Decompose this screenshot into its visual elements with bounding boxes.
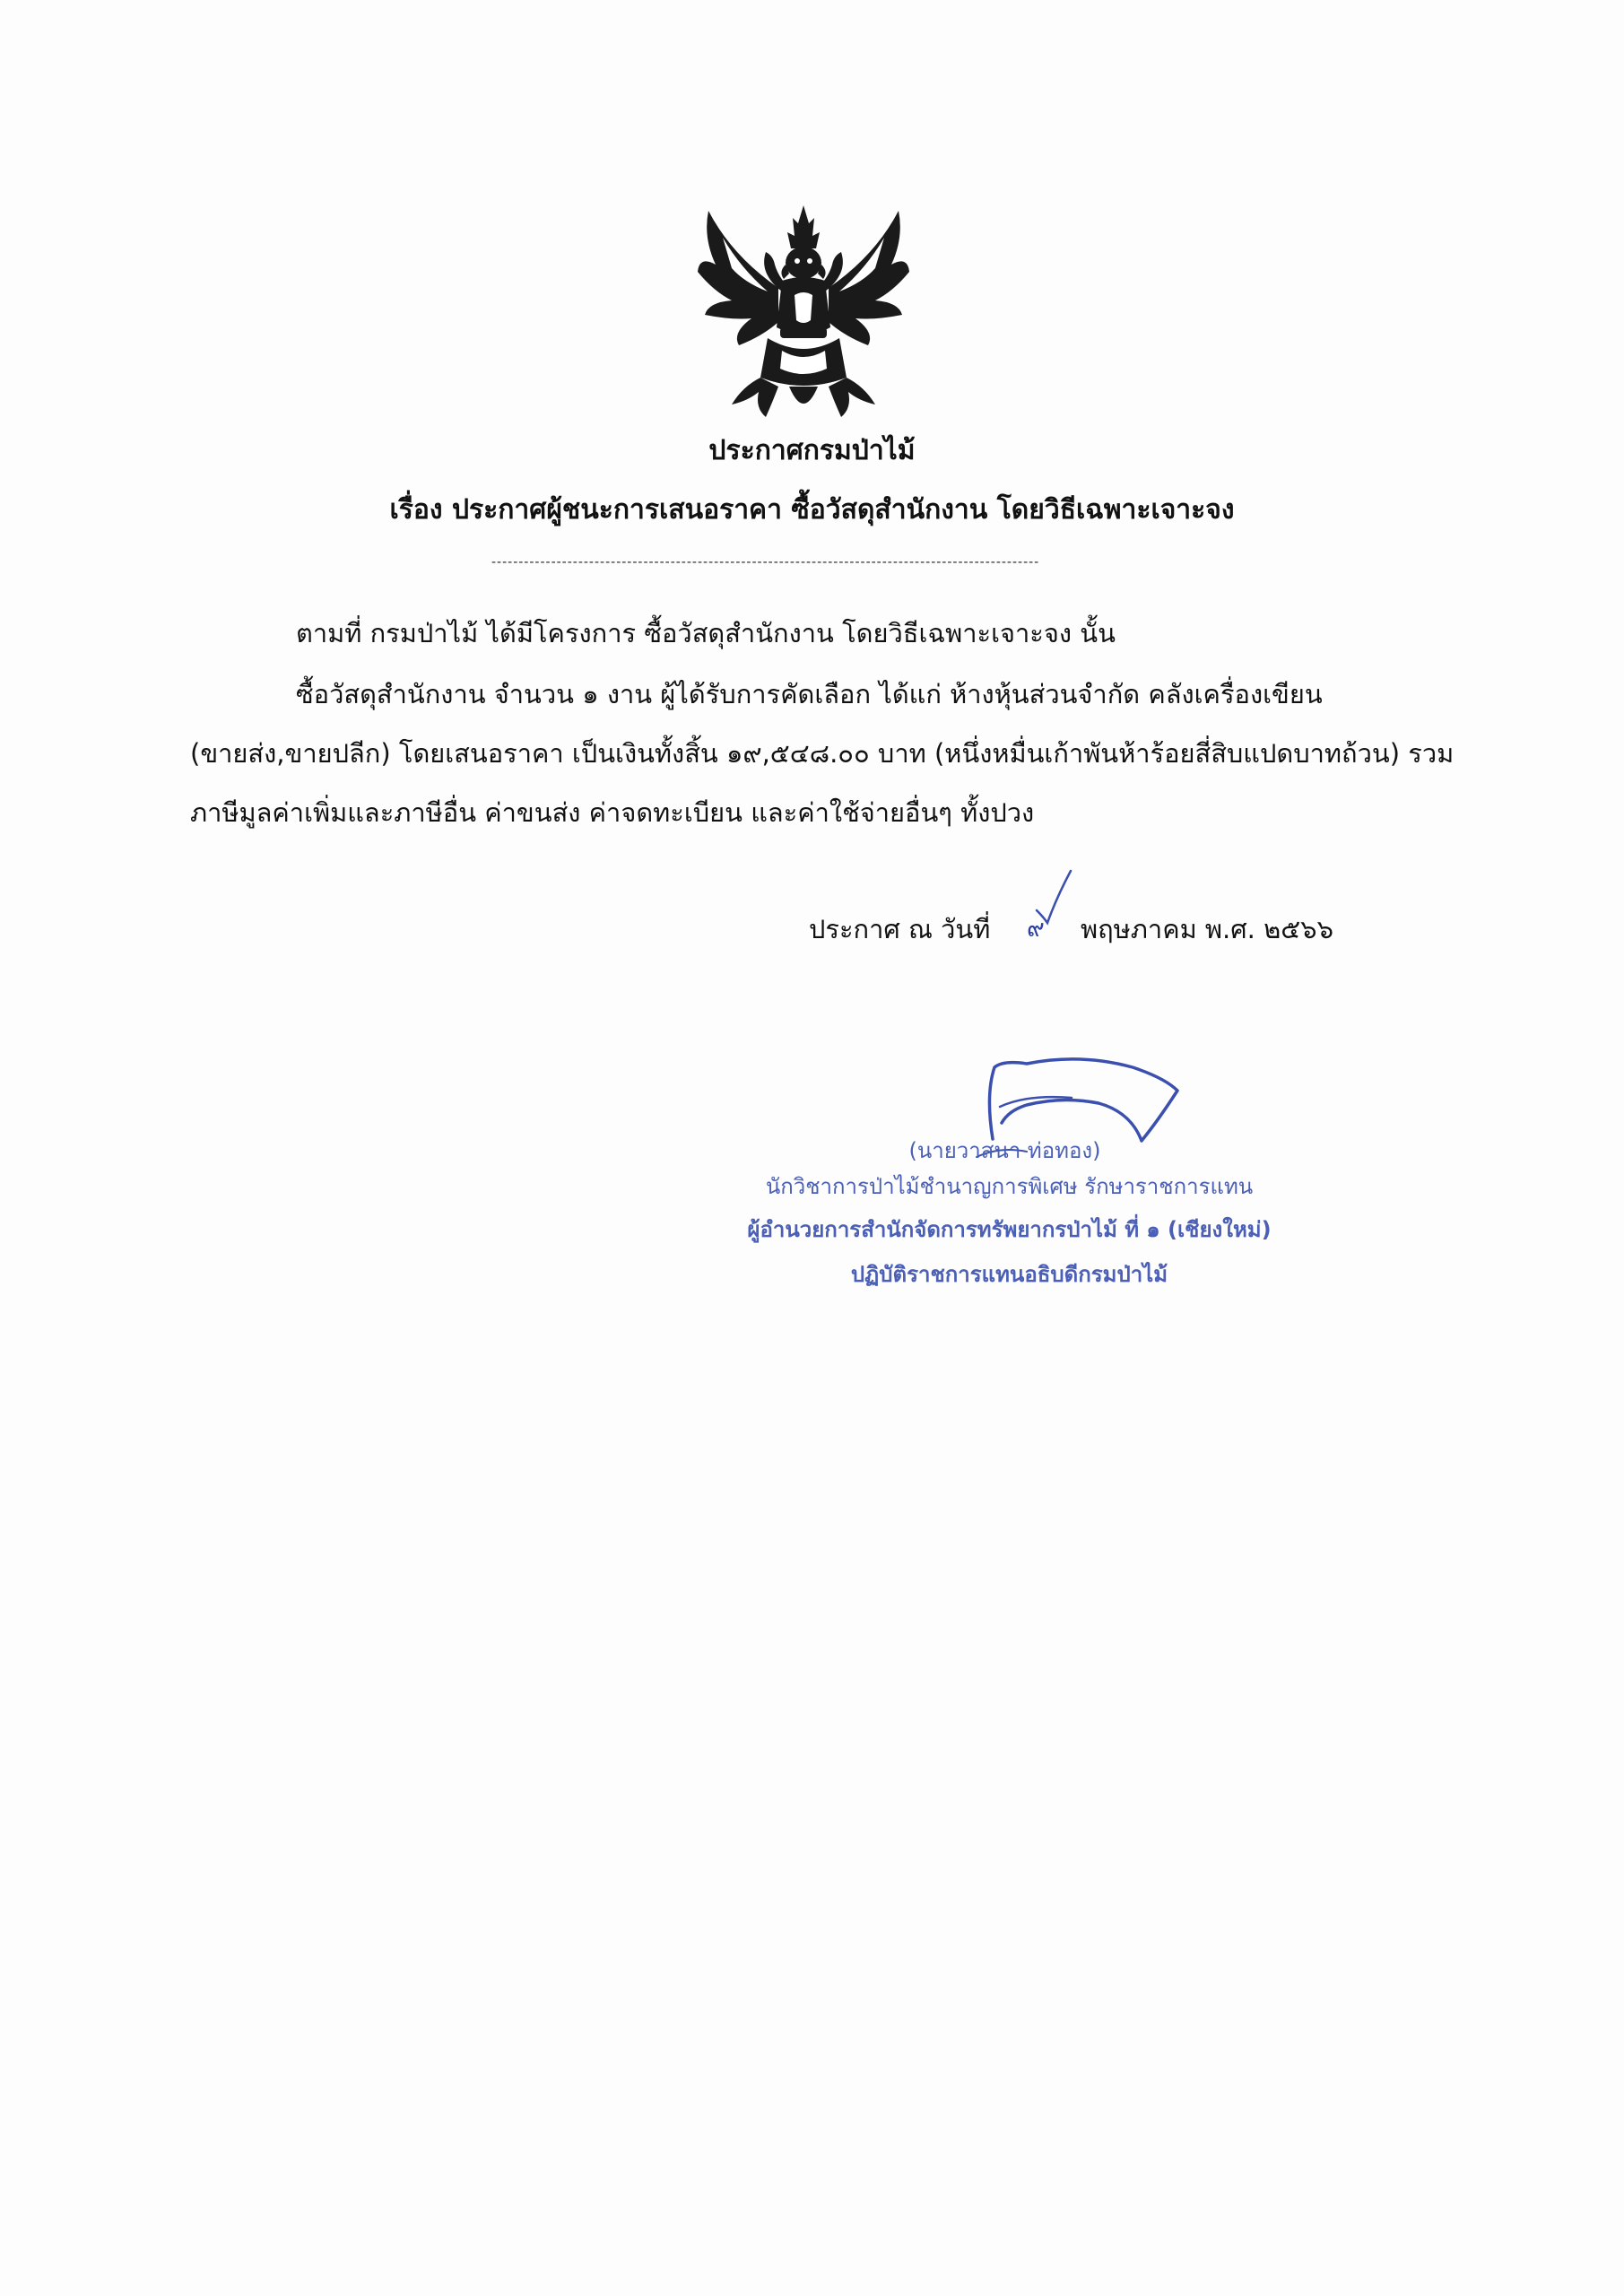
document-title: ประกาศกรมป่าไม้ <box>708 435 916 466</box>
document-subject: เรื่อง ประกาศผู้ชนะการเสนอราคา ซื้อวัสดุสำนักงาน โดยวิธีเฉพาะเจาะจง <box>389 494 1235 526</box>
date-prefix: ประกาศ ณ วันที่ <box>809 914 991 944</box>
date-day-handwritten: ๙ <box>1027 915 1045 943</box>
date-month-year: พฤษภาคม พ.ศ. ๒๕๖๖ <box>1081 914 1333 944</box>
garuda-emblem-icon <box>696 202 911 422</box>
signatory-name: (นายวาสนา ท่อทอง) <box>908 1138 1101 1163</box>
signatory-position-2: ผู้อำนวยการสำนักจัดการทรัพยากรป่าไม้ ที่ ๑ (เชียงใหม่) <box>747 1217 1272 1242</box>
body-paragraph-1: ตามที่ กรมป่าไม้ ได้มีโครงการ ซื้อวัสดุสำนักงาน โดยวิธีเฉพาะเจาะจง นั้น <box>296 618 1116 648</box>
body-paragraph-4: ภาษีมูลค่าเพิ่มและภาษีอื่น ค่าขนส่ง ค่าจดทะเบียน และค่าใช้จ่ายอื่นๆ ทั้งปวง <box>190 797 1035 828</box>
signatory-position-3: ปฏิบัติราชการแทนอธิบดีกรมป่าไม้ <box>850 1262 1168 1287</box>
body-paragraph-3: (ขายส่ง,ขายปลีก) โดยเสนอราคา เป็นเงินทั้งสิ้น ๑๙,๕๔๘.๐๐ บาท (หนึ่งหมื่นเก้าพันห้าร้อยสี่สิบแปดบาทถ้วน) รวม <box>190 738 1455 769</box>
signatory-position-1: นักวิชาการป่าไม้ชำนาญการพิเศษ รักษาราชการแทน <box>765 1174 1254 1199</box>
body-paragraph-2: ซื้อวัสดุสำนักงาน จำนวน ๑ งาน ผู้ได้รับการคัดเลือก ได้แก่ ห้างหุ้นส่วนจำกัด คลังเครื่องเขียน <box>296 679 1323 709</box>
divider-line: ----------------------------------------------------------------------------------------------------- <box>491 555 1040 570</box>
